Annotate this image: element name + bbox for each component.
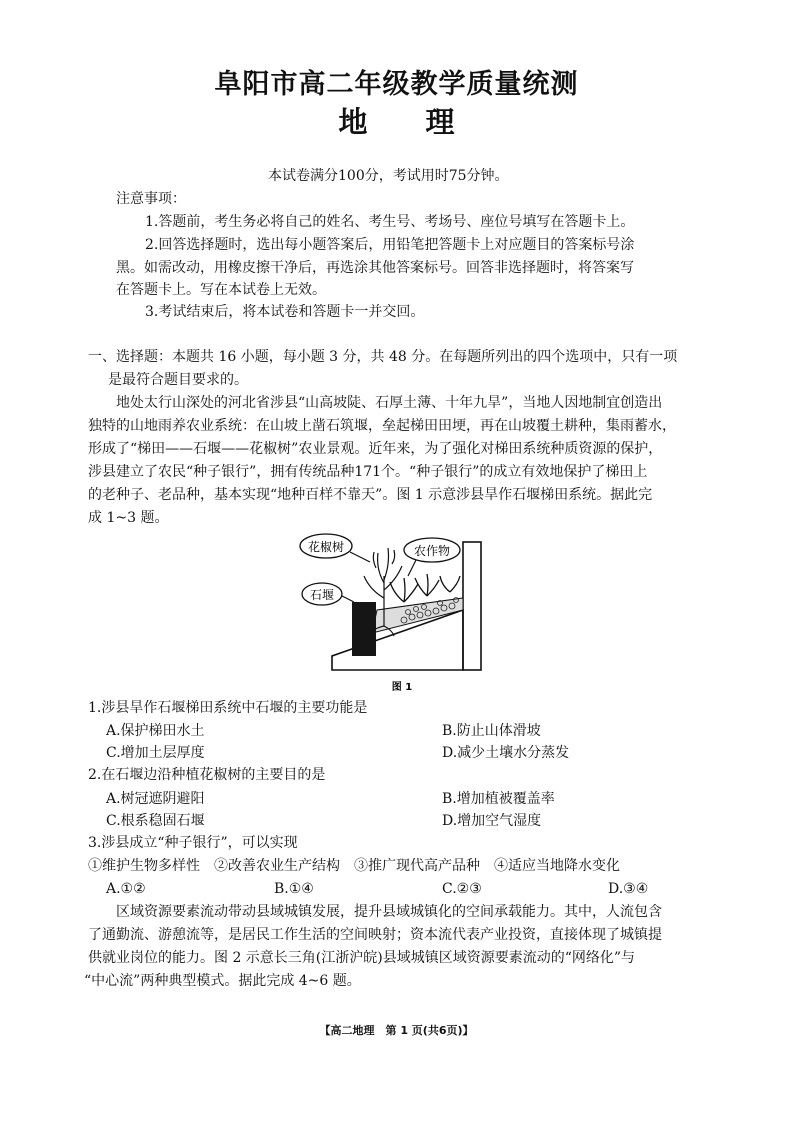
option-a[interactable]: A.①②	[106, 881, 146, 897]
passage-line: 成 1~3 题。	[88, 510, 169, 526]
notice-item: 2.回答选择题时，选出每小题答案后，用铅笔把答题卡上对应题目的答案标号涂	[145, 237, 635, 253]
passage-line: 了通勤流、游憩流等，是居民工作生活的空间映射；资本流代表产业投资，直接体现了城镇提	[88, 927, 662, 943]
question-stem: 2.在石堰边沿种植花椒树的主要目的是	[88, 767, 326, 783]
passage-line: 形成了“梯田——石堰——花椒树”农业景观。近年来，为了强化对梯田系统种质资源的保护，	[88, 441, 663, 457]
cliff-wall	[463, 542, 481, 670]
question-items: ①维护生物多样性 ②改善农业生产结构 ③推广现代高产品种 ④适应当地降水变化	[88, 858, 620, 874]
page-footer: 【高二地理 第 1 页(共6页)】	[319, 1024, 474, 1037]
option-b[interactable]: B.防止山体滑坡	[442, 723, 541, 739]
option-b[interactable]: B.增加植被覆盖率	[442, 791, 555, 807]
notice-item: 1.答题前，考生务必将自己的姓名、考生号、考场号、座位号填写在答题卡上。	[145, 214, 635, 230]
subject-title: 地 理	[338, 105, 455, 139]
question-stem: 3.涉县成立“种子银行”，可以实现	[88, 835, 298, 851]
option-a[interactable]: A.树冠遮阴避阳	[106, 791, 205, 807]
score-line: 本试卷满分100分，考试用时75分钟。	[268, 168, 509, 184]
figure-label: 农作物	[413, 544, 451, 558]
stone-weir	[352, 602, 376, 656]
figure-label: 花椒树	[307, 540, 345, 554]
passage-line: 区域资源要素流动带动县域城镇发展，提升县域城镇化的空间承载能力。其中，人流包含	[116, 904, 662, 920]
section-heading: 一、选择题：本题共 16 小题，每小题 3 分，共 48 分。在每题所列出的四个选项中，只有一项	[88, 349, 678, 365]
figure-caption: 图 1	[391, 682, 413, 693]
exam-title: 阜阳市高二年级教学质量统测	[214, 69, 579, 100]
option-d[interactable]: D.减少土壤水分蒸发	[442, 745, 570, 761]
passage-line: 供就业岗位的能力。图 2 示意长三角(江浙沪皖)县域城镇区域资源要素流动的“网络化”与	[88, 950, 636, 966]
figure-label: 石堰	[309, 588, 335, 602]
passage-line: 地处太行山深处的河北省涉县“山高坡陡、石厚土薄、十年九旱”，当地人因地制宜创造出	[116, 395, 663, 411]
figure-1-terrace-diagram	[292, 528, 497, 696]
notice-item: 3.考试结束后，将本试卷和答题卡一并交回。	[145, 304, 425, 320]
passage-line: 涉县建立了农民“种子银行”，拥有传统品种171个。“种子银行”的成立有效地保护了梯田上	[88, 464, 648, 480]
crop-plants	[390, 574, 460, 602]
option-c[interactable]: C.增加土层厚度	[106, 745, 205, 761]
notice-item: 黑。如需改动，用橡皮擦干净后，再选涂其他答案标号。回答非选择题时，将答案写	[116, 260, 634, 276]
option-b[interactable]: B.①④	[274, 881, 314, 897]
section-heading: 是最符合题目要求的。	[108, 372, 248, 388]
question-stem: 1.涉县旱作石堰梯田系统中石堰的主要功能是	[88, 700, 368, 716]
notice-item: 在答题卡上。写在本试卷上无效。	[116, 282, 326, 298]
notice-title: 注意事项：	[116, 191, 186, 207]
option-c[interactable]: C.根系稳固石堰	[106, 813, 205, 829]
passage-line: 独特的山地雨养农业系统：在山坡上凿石筑堰，垒起梯田田埂，再在山坡覆土耕种，集雨蓄水，	[88, 418, 676, 434]
option-c[interactable]: C.②③	[442, 881, 482, 897]
option-a[interactable]: A.保护梯田水土	[106, 723, 205, 739]
passage-line: “中心流”两种典型模式。据此完成 4~6 题。	[84, 973, 361, 989]
option-d[interactable]: D.增加空气湿度	[442, 813, 542, 829]
passage-line: 的老种子、老品种，基本实现“地种百样不靠天”。图 1 示意涉县旱作石堰梯田系统。据此完	[88, 487, 653, 503]
option-d[interactable]: D.③④	[608, 881, 649, 897]
